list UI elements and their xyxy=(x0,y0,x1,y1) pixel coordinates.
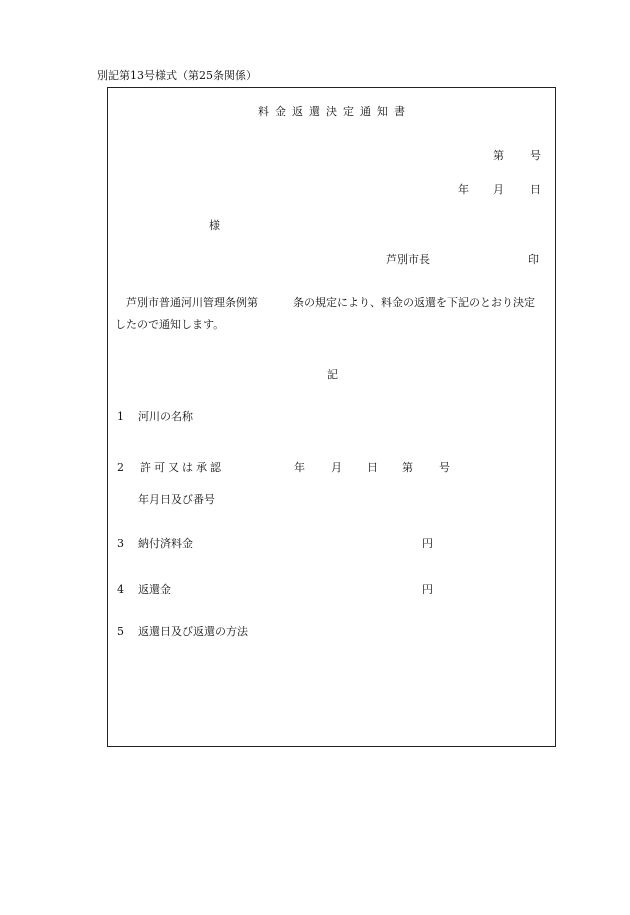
body-line1-b: 条の規定により、料金の返還を下記のとおり決定 xyxy=(293,296,535,309)
item-1-number: 1 xyxy=(117,410,124,423)
item-5-label: 返還日及び返還の方法 xyxy=(138,625,248,638)
item-2-date-hi: 日 xyxy=(367,461,378,474)
item-2-go: 号 xyxy=(439,461,450,474)
form-number: 別記第13号様式（第25条関係） xyxy=(97,69,257,82)
item-3-number: 3 xyxy=(117,537,124,550)
date-nen: 年 xyxy=(458,183,469,196)
number-go: 号 xyxy=(530,149,541,162)
item-2-number: 2 xyxy=(117,461,124,474)
item-3-label: 納付済料金 xyxy=(138,537,193,550)
seal-mark: 印 xyxy=(528,253,539,266)
item-4-unit: 円 xyxy=(422,583,433,596)
ki-heading: 記 xyxy=(327,368,338,381)
number-dai: 第 xyxy=(493,149,504,162)
addressee-sama: 様 xyxy=(209,219,220,232)
document-title: 料金返還決定通知書 xyxy=(258,105,411,118)
date-hi: 日 xyxy=(530,183,541,196)
date-tsuki: 月 xyxy=(493,183,504,196)
body-line1-a: 芦別市普通河川管理条例第 xyxy=(126,296,258,309)
item-4-number: 4 xyxy=(117,583,124,596)
item-2-date-tsuki: 月 xyxy=(331,461,342,474)
item-2-date-nen: 年 xyxy=(294,461,305,474)
body-line2: したので通知します。 xyxy=(115,318,225,331)
issuer-name: 芦別市長 xyxy=(386,253,430,266)
item-5-number: 5 xyxy=(117,625,124,638)
item-2-dai: 第 xyxy=(402,461,413,474)
item-1-label: 河川の名称 xyxy=(138,410,193,423)
item-3-unit: 円 xyxy=(422,537,433,550)
item-2-label2: 年月日及び番号 xyxy=(138,493,215,506)
item-4-label: 返還金 xyxy=(138,583,171,596)
item-2-label: 許可又は承認 xyxy=(140,461,224,474)
